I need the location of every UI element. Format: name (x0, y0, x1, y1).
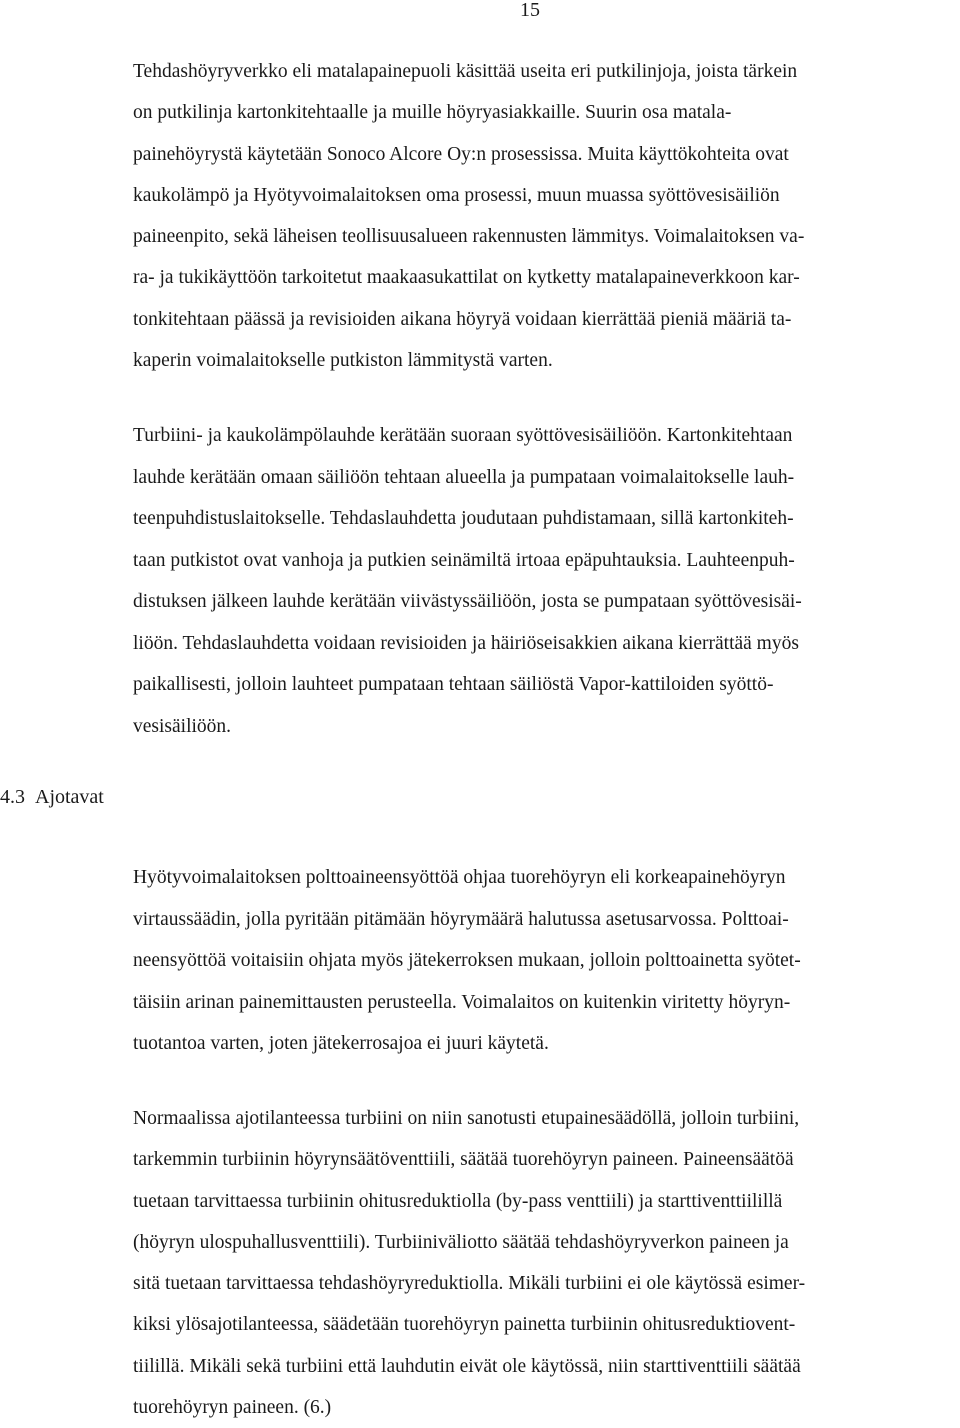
text-line: kaperin voimalaitokselle putkiston lämmitystä varten. (133, 350, 553, 372)
text-line: sitä tuetaan tarvittaessa tehdashöyryreduktiolla. Mikäli turbiini ei ole käytössä esimer- (133, 1273, 806, 1295)
page-number: 15 (520, 0, 540, 21)
text-line: virtaussäädin, jolla pyritään pitämään höyrymäärä halutussa asetusarvossa. Polttoai- (133, 908, 789, 930)
text-line: tuorehöyryn paineen. (6.) (133, 1397, 332, 1419)
text-line: (höyryn ulospuhallusventtiili). Turbiiniväliotto säätää tehdashöyryverkon paineen ja (133, 1231, 789, 1253)
text-line: Normaalissa ajotilanteessa turbiini on niin sanotusti etupainesäädöllä, jolloin turbiini, (133, 1108, 800, 1129)
text-line: tuotantoa varten, joten jätekerrosajoa ei juuri käytetä. (133, 1033, 549, 1054)
paragraph-condensate (133, 415, 802, 747)
text-line: tuetaan tarvittaessa turbiinin ohitusreduktiolla (by-pass venttiili) ja starttiventtiilillä (133, 1190, 783, 1212)
text-line: liöön. Tehdaslauhdetta voidaan revisioiden ja häiriöseisakkien aikana kierrättää myös (133, 632, 799, 654)
paragraph-steam-network (133, 51, 804, 381)
text-line: kaukolämpö ja Hyötyvoimalaitoksen oma prosessi, muun muassa syöttövesisäiliön (133, 184, 780, 206)
section-number: 4.3 (0, 786, 25, 808)
text-line: teenpuhdistuslaitokselle. Tehdaslauhdetta joudutaan puhdistamaan, sillä kartonkiteh- (133, 508, 794, 529)
text-line: ra- ja tukikäyttöön tarkoitetut maakaasukattilat on kytketty matalapaineverkkoon kar- (133, 267, 800, 289)
text-line: tiilillä. Mikäli sekä turbiini että lauhdutin eivät ole käytössä, niin starttiventtiili säätää (133, 1355, 801, 1377)
text-line: lauhde kerätään omaan säiliöön tehtaan alueella ja pumpataan voimalaitokselle lauh- (133, 466, 795, 488)
text-line: on putkilinja kartonkitehtaalle ja muille höyryasiakkaille. Suurin osa matala- (133, 102, 732, 124)
text-line: distuksen jälkeen lauhde kerätään viivästyssäiliöön, josta se pumpataan syöttövesisäi- (133, 591, 802, 612)
text-line: Turbiini- ja kaukolämpölauhde kerätään suoraan syöttövesisäiliöön. Kartonkitehtaan (133, 425, 793, 446)
text-line: tonkitehtaan päässä ja revisioiden aikana höyryä voidaan kierrättää pieniä määriä ta- (133, 308, 792, 330)
text-line: Hyötyvoimalaitoksen polttoaineensyöttöä ohjaa tuorehöyryn eli korkeapainehöyryn (133, 867, 786, 888)
text-line: kiksi ylösajotilanteessa, säädetään tuorehöyryn painetta turbiinin ohitusreduktiovent- (133, 1314, 796, 1336)
text-line: Tehdashöyryverkko eli matalapainepuoli käsittää useita eri putkilinjoja, joista tärkein (133, 61, 798, 82)
section-title: Ajotavat (35, 786, 104, 808)
paragraph-fuel-feed (133, 857, 801, 1065)
section-heading (0, 783, 104, 811)
text-line: painehöyrystä käytetään Sonoco Alcore Oy:n prosessissa. Muita käyttökohteita ovat (133, 143, 789, 165)
text-line: paikallisesti, jolloin lauhteet pumpataan tehtaan säiliöstä Vapor-kattiloiden syöttö- (133, 674, 774, 695)
text-line: täisiin arinan painemittausten perusteella. Voimalaitos on kuitenkin viritetty höyryn- (133, 991, 791, 1013)
text-line: neensyöttöä voitaisiin ohjata myös jätekerroksen mukaan, jolloin polttoainetta syötet- (133, 950, 801, 971)
text-line: taan putkistot ovat vanhoja ja putkien seinämiltä irtoaa epäpuhtauksia. Lauhteenpuh- (133, 549, 795, 571)
text-line: vesisäiliöön. (133, 715, 232, 737)
text-line: paineenpito, sekä läheisen teollisuusalueen rakennusten lämmitys. Voimalaitoksen va- (133, 226, 805, 248)
text-line: tarkemmin turbiinin höyrynsäätöventtiili, säätää tuorehöyryn paineen. Paineensäätöä (133, 1149, 794, 1171)
paragraph-turbine-control (133, 1098, 805, 1428)
